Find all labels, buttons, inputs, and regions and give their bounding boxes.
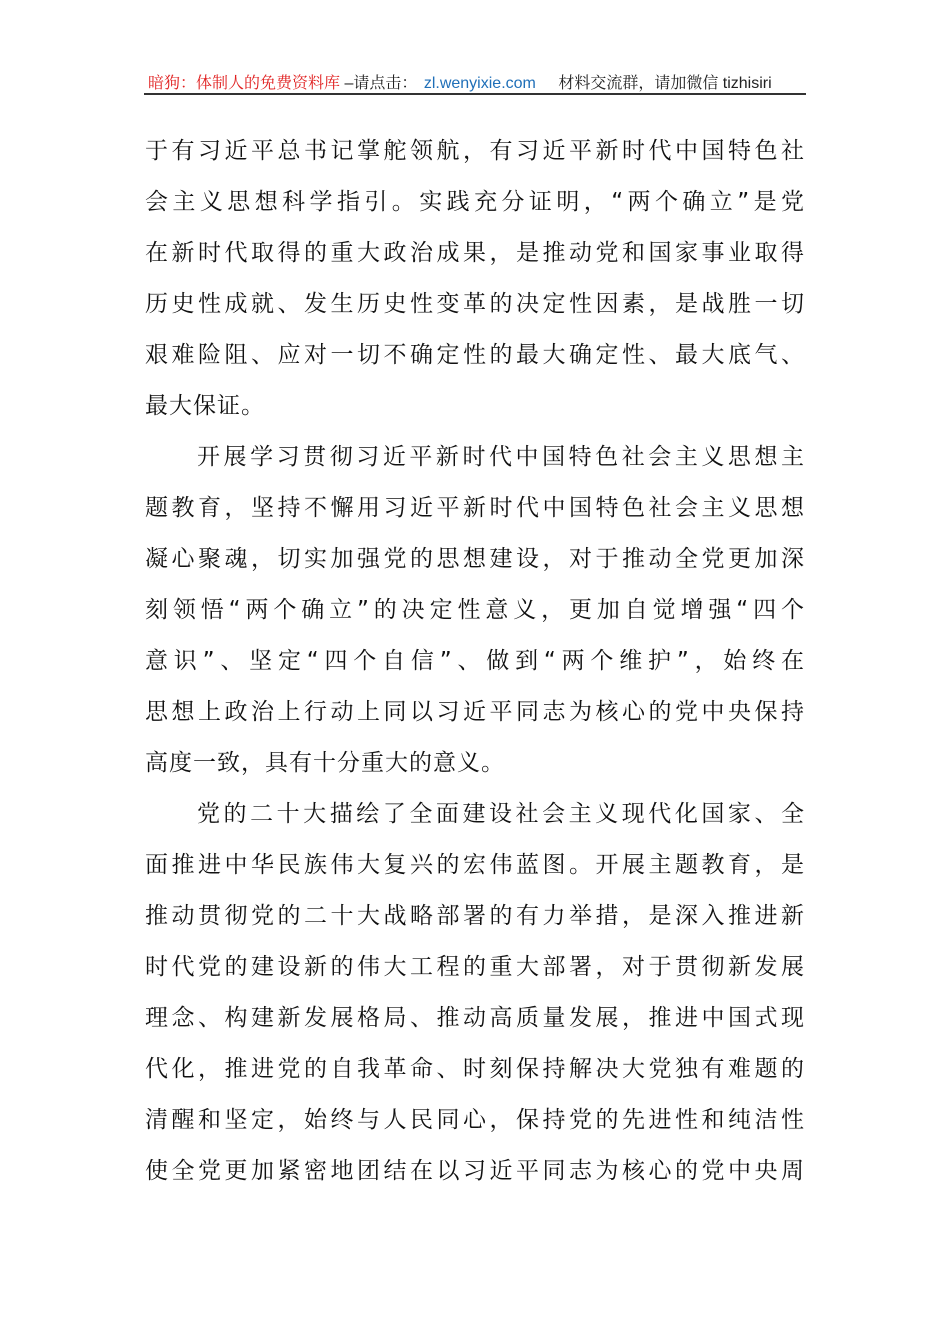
text-line: 会主义思想科学指引。实践充分证明，“两个确立”是党 xyxy=(145,189,805,215)
text-line: 意识”、坚定“四个自信”、做到“两个维护”，始终在 xyxy=(145,648,805,674)
text-line: 使全党更加紧密地团结在以习近平同志为核心的党中央周 xyxy=(145,1158,805,1184)
page-header xyxy=(148,70,803,92)
header-prompt: –请点击： xyxy=(344,75,418,92)
text-line: 理念、构建新发展格局、推动高质量发展，推进中国式现 xyxy=(145,1005,805,1031)
text-line: 推动贯彻党的二十大战略部署的有力举措，是深入推进新 xyxy=(145,903,805,929)
text-line: 时代党的建设新的伟大工程的重大部署，对于贯彻新发展 xyxy=(145,954,805,980)
text-line: 于有习近平总书记掌舵领航，有习近平新时代中国特色社 xyxy=(145,138,805,164)
text-line: 高度一致，具有十分重大的意义。 xyxy=(145,750,505,776)
text-line: 开展学习贯彻习近平新时代中国特色社会主义思想主 xyxy=(197,444,805,470)
header-link[interactable]: zl.wenyixie.com xyxy=(423,75,536,92)
header-divider xyxy=(144,93,806,95)
text-line: 面推进中华民族伟大复兴的宏伟蓝图。开展主题教育，是 xyxy=(145,852,805,878)
text-line: 刻领悟“两个确立”的决定性意义，更加自觉增强“四个 xyxy=(145,597,805,623)
text-line: 历史性成就、发生历史性变革的决定性因素，是战胜一切 xyxy=(145,291,805,317)
text-line: 题教育，坚持不懈用习近平新时代中国特色社会主义思想 xyxy=(145,495,805,521)
text-line: 党的二十大描绘了全面建设社会主义现代化国家、全 xyxy=(197,801,805,827)
text-line: 艰难险阻、应对一切不确定性的最大确定性、最大底气、 xyxy=(145,342,805,368)
header-brand: 暗狗：体制人的免费资料库 xyxy=(148,75,341,92)
text-line: 代化，推进党的自我革命、时刻保持解决大党独有难题的 xyxy=(145,1056,805,1082)
paragraph-3 xyxy=(145,789,805,1197)
document-body xyxy=(145,126,805,1197)
text-line: 凝心聚魂，切实加强党的思想建设，对于推动全党更加深 xyxy=(145,546,805,572)
text-line: 最大保证。 xyxy=(145,393,265,419)
header-group-note: 材料交流群，请加微信 tizhisiri xyxy=(558,75,772,92)
text-line: 清醒和坚定，始终与人民同心，保持党的先进性和纯洁性 xyxy=(145,1107,805,1133)
paragraph-2 xyxy=(145,432,805,789)
text-line: 思想上政治上行动上同以习近平同志为核心的党中央保持 xyxy=(145,699,805,725)
text-line: 在新时代取得的重大政治成果，是推动党和国家事业取得 xyxy=(145,240,805,266)
paragraph-1 xyxy=(145,126,805,432)
